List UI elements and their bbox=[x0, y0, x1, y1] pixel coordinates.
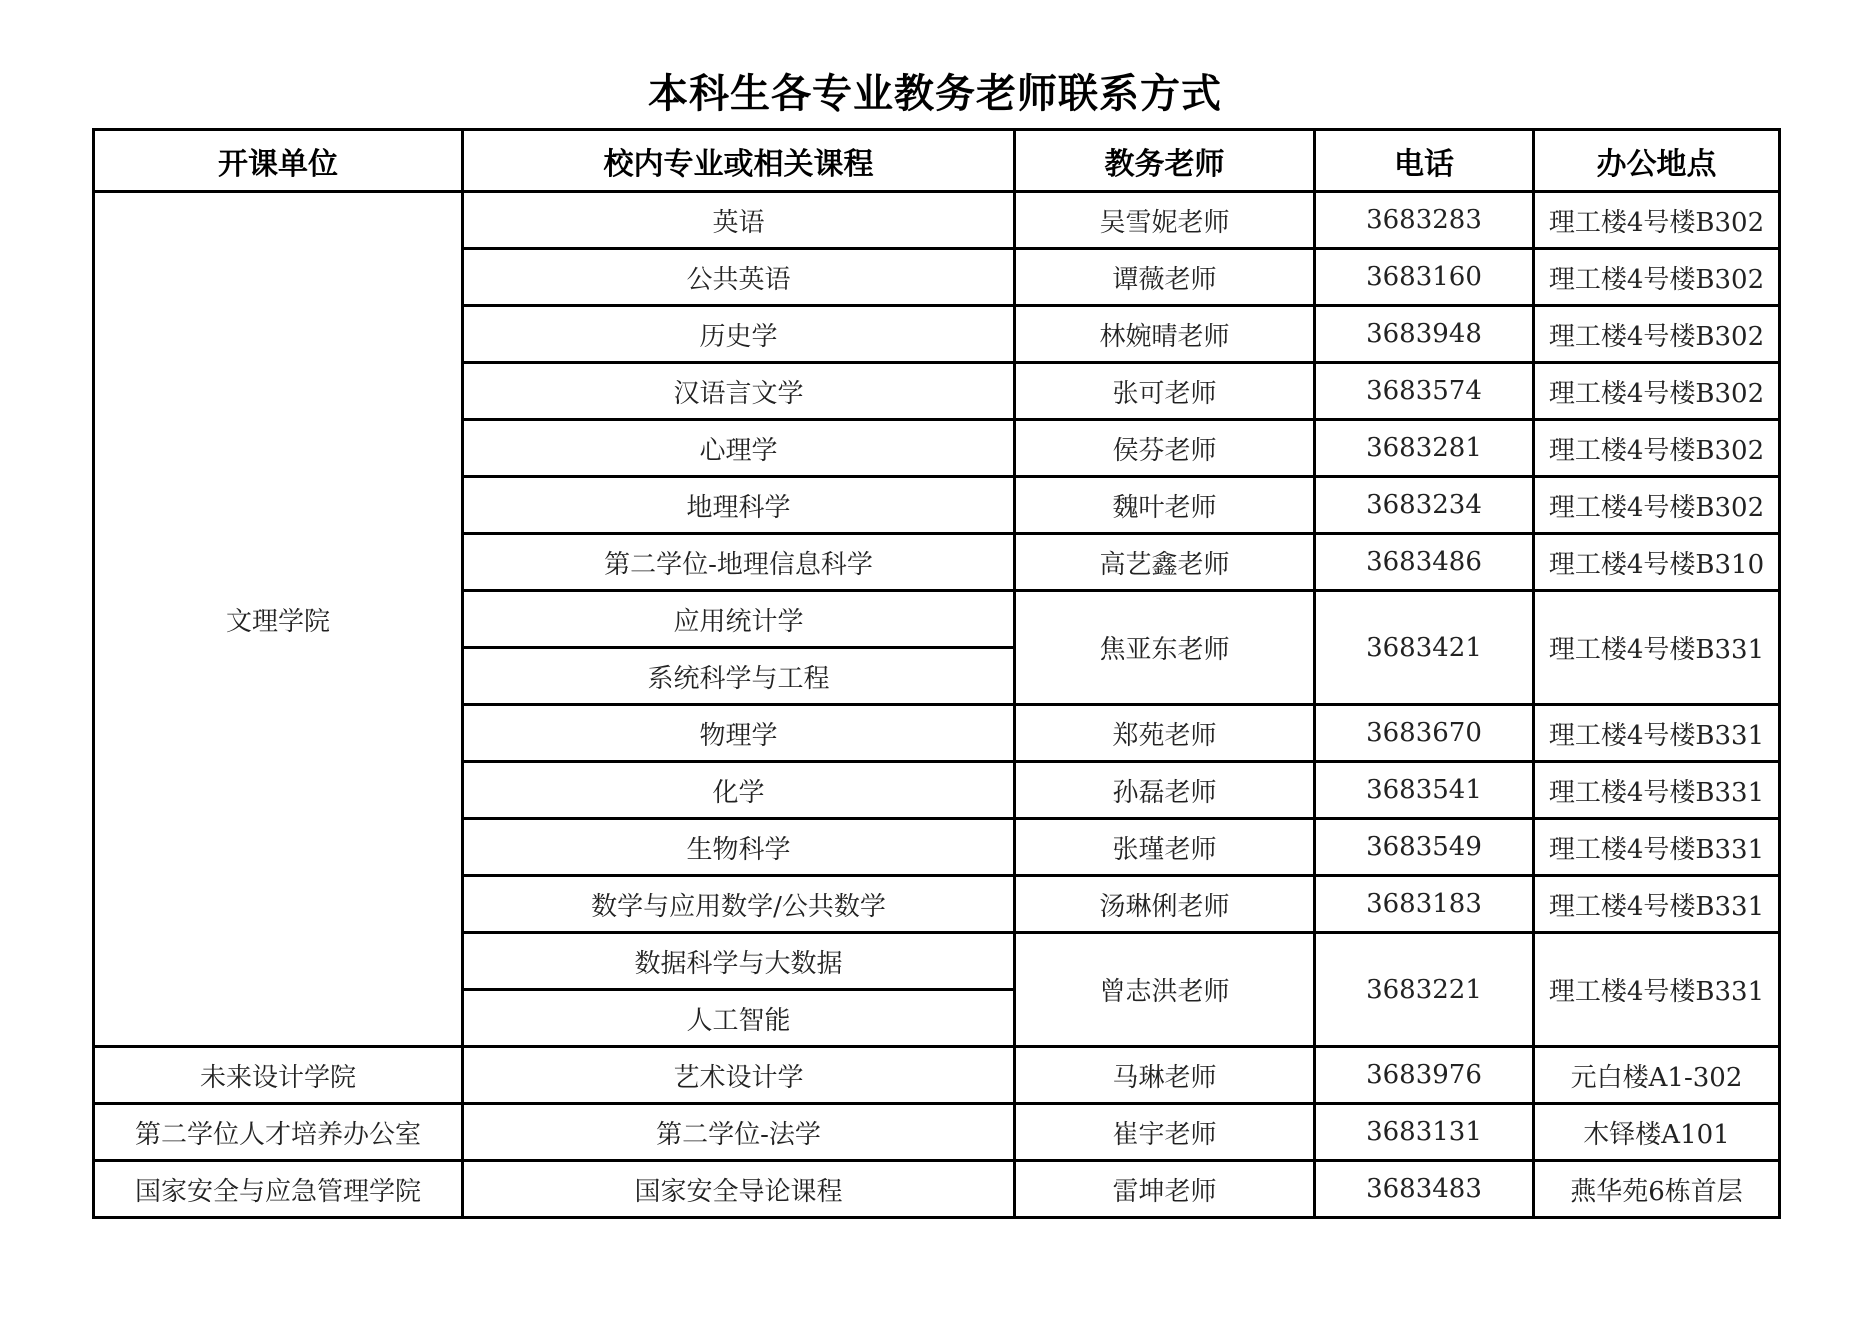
phone-cell: 3683948 bbox=[1315, 306, 1534, 363]
table-row bbox=[94, 1104, 1780, 1161]
teacher-cell: 张可老师 bbox=[1015, 363, 1315, 420]
course-cell: 系统科学与工程 bbox=[463, 648, 1015, 705]
course-cell: 第二学位-法学 bbox=[463, 1104, 1015, 1161]
teacher-cell: 马琳老师 bbox=[1015, 1047, 1315, 1104]
course-cell: 第二学位-地理信息科学 bbox=[463, 534, 1015, 591]
table-row bbox=[94, 192, 1780, 249]
header-unit: 开课单位 bbox=[94, 130, 463, 192]
phone-cell: 3683421 bbox=[1315, 591, 1534, 705]
course-cell: 心理学 bbox=[463, 420, 1015, 477]
office-cell: 元白楼A1-302 bbox=[1534, 1047, 1780, 1104]
header-row bbox=[94, 130, 1780, 192]
phone-cell: 3683976 bbox=[1315, 1047, 1534, 1104]
course-cell: 国家安全导论课程 bbox=[463, 1161, 1015, 1218]
course-cell: 应用统计学 bbox=[463, 591, 1015, 648]
page-title: 本科生各专业教务老师联系方式 bbox=[648, 71, 1222, 117]
teacher-cell: 曾志洪老师 bbox=[1015, 933, 1315, 1047]
course-cell: 数学与应用数学/公共数学 bbox=[463, 876, 1015, 933]
unit-cell: 文理学院 bbox=[94, 192, 463, 1047]
teacher-cell: 雷坤老师 bbox=[1015, 1161, 1315, 1218]
teacher-cell: 高艺鑫老师 bbox=[1015, 534, 1315, 591]
phone-cell: 3683221 bbox=[1315, 933, 1534, 1047]
contact-table bbox=[92, 128, 1781, 1219]
unit-cell: 国家安全与应急管理学院 bbox=[94, 1161, 463, 1218]
teacher-cell: 侯芬老师 bbox=[1015, 420, 1315, 477]
phone-cell: 3683234 bbox=[1315, 477, 1534, 534]
teacher-cell: 林婉晴老师 bbox=[1015, 306, 1315, 363]
course-cell: 数据科学与大数据 bbox=[463, 933, 1015, 990]
course-cell: 人工智能 bbox=[463, 990, 1015, 1047]
office-cell: 理工楼4号楼B331 bbox=[1534, 762, 1780, 819]
phone-cell: 3683283 bbox=[1315, 192, 1534, 249]
header-course: 校内专业或相关课程 bbox=[463, 130, 1015, 192]
course-cell: 物理学 bbox=[463, 705, 1015, 762]
phone-cell: 3683160 bbox=[1315, 249, 1534, 306]
header-phone: 电话 bbox=[1315, 130, 1534, 192]
teacher-cell: 吴雪妮老师 bbox=[1015, 192, 1315, 249]
office-cell: 理工楼4号楼B310 bbox=[1534, 534, 1780, 591]
table-row bbox=[94, 1161, 1780, 1218]
phone-cell: 3683483 bbox=[1315, 1161, 1534, 1218]
office-cell: 理工楼4号楼B331 bbox=[1534, 819, 1780, 876]
office-cell: 木铎楼A101 bbox=[1534, 1104, 1780, 1161]
teacher-cell: 郑苑老师 bbox=[1015, 705, 1315, 762]
teacher-cell: 崔宇老师 bbox=[1015, 1104, 1315, 1161]
teacher-cell: 张瑾老师 bbox=[1015, 819, 1315, 876]
course-cell: 地理科学 bbox=[463, 477, 1015, 534]
office-cell: 理工楼4号楼B302 bbox=[1534, 306, 1780, 363]
office-cell: 理工楼4号楼B302 bbox=[1534, 420, 1780, 477]
course-cell: 英语 bbox=[463, 192, 1015, 249]
phone-cell: 3683131 bbox=[1315, 1104, 1534, 1161]
office-cell: 理工楼4号楼B302 bbox=[1534, 363, 1780, 420]
phone-cell: 3683486 bbox=[1315, 534, 1534, 591]
header-office: 办公地点 bbox=[1534, 130, 1780, 192]
unit-cell: 第二学位人才培养办公室 bbox=[94, 1104, 463, 1161]
office-cell: 理工楼4号楼B331 bbox=[1534, 876, 1780, 933]
course-cell: 汉语言文学 bbox=[463, 363, 1015, 420]
office-cell: 理工楼4号楼B331 bbox=[1534, 933, 1780, 1047]
course-cell: 历史学 bbox=[463, 306, 1015, 363]
teacher-cell: 孙磊老师 bbox=[1015, 762, 1315, 819]
phone-cell: 3683670 bbox=[1315, 705, 1534, 762]
table-row bbox=[94, 1047, 1780, 1104]
office-cell: 燕华苑6栋首层 bbox=[1534, 1161, 1780, 1218]
office-cell: 理工楼4号楼B331 bbox=[1534, 591, 1780, 705]
phone-cell: 3683281 bbox=[1315, 420, 1534, 477]
teacher-cell: 焦亚东老师 bbox=[1015, 591, 1315, 705]
teacher-cell: 汤琳俐老师 bbox=[1015, 876, 1315, 933]
course-cell: 公共英语 bbox=[463, 249, 1015, 306]
unit-cell: 未来设计学院 bbox=[94, 1047, 463, 1104]
phone-cell: 3683541 bbox=[1315, 762, 1534, 819]
phone-cell: 3683549 bbox=[1315, 819, 1534, 876]
course-cell: 生物科学 bbox=[463, 819, 1015, 876]
office-cell: 理工楼4号楼B302 bbox=[1534, 477, 1780, 534]
course-cell: 艺术设计学 bbox=[463, 1047, 1015, 1104]
teacher-cell: 谭薇老师 bbox=[1015, 249, 1315, 306]
phone-cell: 3683574 bbox=[1315, 363, 1534, 420]
teacher-cell: 魏叶老师 bbox=[1015, 477, 1315, 534]
office-cell: 理工楼4号楼B302 bbox=[1534, 249, 1780, 306]
course-cell: 化学 bbox=[463, 762, 1015, 819]
phone-cell: 3683183 bbox=[1315, 876, 1534, 933]
header-teacher: 教务老师 bbox=[1015, 130, 1315, 192]
office-cell: 理工楼4号楼B302 bbox=[1534, 192, 1780, 249]
office-cell: 理工楼4号楼B331 bbox=[1534, 705, 1780, 762]
